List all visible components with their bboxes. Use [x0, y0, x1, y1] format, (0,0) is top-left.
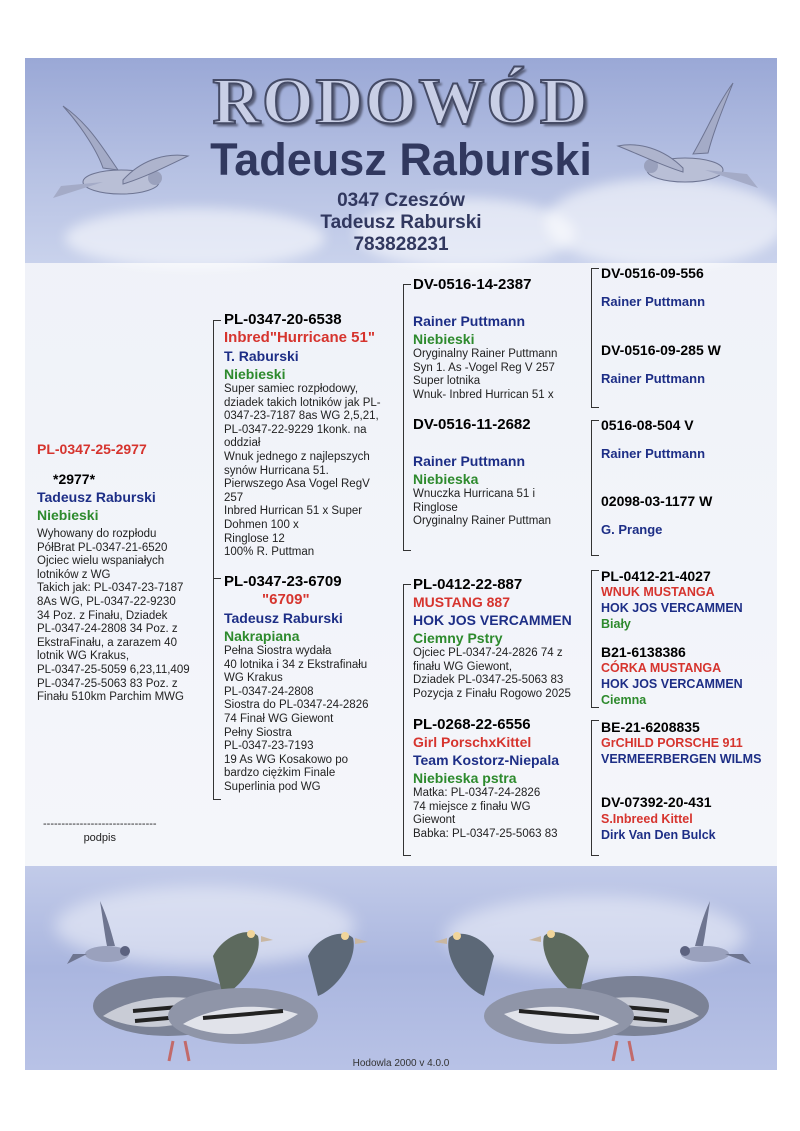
main-bird-block [37, 440, 212, 706]
tree-line [403, 855, 411, 856]
mother-father-color: Ciemny Pstry [413, 630, 503, 646]
owner-phone: 783828231 [353, 234, 449, 255]
gg-block-8 [601, 794, 777, 843]
gg-ring: DV-0516-09-285 W [601, 342, 721, 358]
gg-name: S.Inbreed Kittel [601, 812, 693, 826]
gg-ring: B21-6138386 [601, 644, 686, 660]
gg-color: Ciemna [601, 693, 647, 707]
father-father-color: Niebieski [413, 331, 475, 347]
gg-name: GrCHILD PORSCHE 911 [601, 736, 743, 750]
father-block [224, 311, 399, 560]
father-breeder: T. Raburski [224, 348, 299, 364]
tree-line [213, 320, 214, 800]
father-mother-description: Wnuczka Hurricana 51 i Ringlose Oryginalny Rainer Puttman [413, 488, 552, 528]
software-version: Hodowla 2000 v 4.0.0 [352, 1058, 450, 1069]
mother-mother-block [413, 716, 591, 841]
gg-ring: BE-21-6208835 [601, 719, 700, 735]
mother-name: "6709" [262, 591, 310, 608]
footer-banner [25, 866, 777, 1070]
main-bird-breeder: Tadeusz Raburski [37, 489, 156, 505]
tree-line [403, 284, 404, 550]
gg-breeder: Dirk Van Den Bulck [601, 828, 716, 842]
gg-name: WNUK MUSTANGA [601, 585, 715, 599]
header-banner [25, 58, 777, 263]
gg-block-2 [601, 341, 777, 387]
tree-line [591, 855, 599, 856]
mother-color: Nakrapiana [224, 628, 300, 644]
father-description: Super samiec rozpłodowy, dziadek takich lotników jak PL- 0347-23-7187 8as WG 2,5,21, PL-0347-22-9229 1konk. na oddział Wnuk jednego z najlepszych synów Hurricana 51. Pierwszego Asa Vogel RegV 257 Inbred Hurrican 51 x Super Dohmen 100 x Ringlose 12 100% R. Puttman [224, 383, 381, 559]
tree-line [213, 320, 221, 321]
father-mother-breeder: Rainer Puttmann [413, 453, 526, 469]
tree-line [591, 707, 599, 708]
signature-area [43, 818, 157, 844]
main-bird-name: *2977* [53, 471, 96, 487]
signature-label: podpis [83, 832, 116, 844]
mother-description: Pełna Siostra wydała 40 lotnika i 34 z Ekstrafinału WG Krakus PL-0347-24-2808 Siostra do PL-0347-24-2826 74 Finał WG Giewont Pełny Siostra PL-0347-23-7193 19 As WG Kosakowo po bardzo ciężkim Finale Superlinia pod WG [224, 645, 369, 793]
gg-block-4 [601, 492, 777, 538]
tree-line [591, 420, 592, 556]
father-father-description: Oryginalny Rainer Puttmann Syn 1. As -Vogel Reg V 257 Super lotnika Wnuk- Inbred Hurrican 51 x [413, 348, 558, 401]
tree-line [591, 268, 592, 408]
father-father-block [413, 276, 591, 402]
tree-line [591, 570, 599, 571]
mother-father-block [413, 576, 591, 701]
mother-father-description: Ojciec PL-0347-24-2826 74 z finału WG Giewont, Dziadek PL-0347-25-5063 83 Pozycja z Finału Rogowo 2025 [413, 647, 571, 700]
tree-line [591, 420, 599, 421]
gg-ring: DV-07392-20-431 [601, 794, 712, 810]
gg-ring: 0516-08-504 V [601, 417, 694, 433]
tree-line [403, 550, 411, 551]
pigeon-group-left-icon [73, 896, 373, 1066]
mother-father-breeder: HOK JOS VERCAMMEN [413, 612, 572, 628]
gg-block-3 [601, 416, 777, 462]
father-father-breeder: Rainer Puttmann [413, 313, 526, 329]
father-ring: PL-0347-20-6538 [224, 311, 342, 328]
gg-block-6 [601, 644, 777, 708]
mother-block [224, 573, 399, 795]
owner-code: 0347 Czeszów [337, 190, 465, 211]
gg-breeder: G. Prange [601, 522, 663, 537]
page-title: RODOWÓD [212, 65, 590, 138]
gg-block-7 [601, 719, 777, 767]
signature-line: ------------------------------- [43, 818, 157, 830]
tree-line [213, 578, 221, 579]
gg-breeder: Rainer Puttmann [601, 371, 706, 386]
father-color: Niebieski [224, 366, 286, 382]
mother-mother-color: Niebieska pstra [413, 770, 517, 786]
owner-name-line: Tadeusz Raburski [320, 212, 482, 233]
father-mother-ring: DV-0516-11-2682 [413, 416, 531, 433]
main-bird-color: Niebieski [37, 507, 99, 523]
father-name: Inbred"Hurricane 51" [224, 329, 375, 346]
father-mother-block [413, 416, 591, 529]
gg-color: Biały [601, 617, 631, 631]
mother-mother-name: Girl PorschxKittel [413, 734, 532, 750]
tree-line [591, 570, 592, 708]
mother-father-name: MUSTANG 887 [413, 594, 510, 610]
mother-breeder: Tadeusz Raburski [224, 610, 343, 626]
main-bird-ring: PL-0347-25-2977 [37, 441, 147, 457]
tree-line [591, 720, 592, 856]
tree-line [403, 584, 404, 856]
father-mother-color: Niebieska [413, 471, 479, 487]
father-father-ring: DV-0516-14-2387 [413, 276, 532, 293]
gg-block-1 [601, 264, 777, 310]
tree-line [591, 720, 599, 721]
gg-breeder: VERMEERBERGEN WILMS [601, 752, 762, 766]
mother-mother-ring: PL-0268-22-6556 [413, 716, 531, 733]
tree-line [591, 407, 599, 408]
mother-mother-breeder: Team Kostorz-Niepala [413, 752, 559, 768]
pedigree-page [25, 58, 777, 1070]
gg-breeder: HOK JOS VERCAMMEN [601, 677, 743, 691]
tree-line [591, 268, 599, 269]
gg-ring: 02098-03-1177 W [601, 493, 713, 509]
gg-breeder: HOK JOS VERCAMMEN [601, 601, 743, 615]
gg-block-5 [601, 568, 777, 632]
mother-mother-description: Matka: PL-0347-24-2826 74 miejsce z finału WG Giewont Babka: PL-0347-25-5063 83 [413, 787, 558, 840]
gg-name: CÓRKA MUSTANGA [601, 661, 722, 675]
gg-ring: DV-0516-09-556 [601, 265, 704, 281]
owner-name: Tadeusz Raburski [210, 134, 592, 185]
tree-line [403, 284, 411, 285]
main-bird-description: Wyhowany do rozpłodu PółBrat PL-0347-21-6520 Ojciec wielu wspaniałych lotników z WG Takich jak: PL-0347-23-7187 8As WG, PL-0347-22-9230 34 Poz. z Finału, Dziadek PL-0347-24-2808 34 Poz. z EkstraFinału, a zarazem 40 lotnik WG Krakus, PL-0347-25-5059 6,23,11,409 PL-0347-25-5063 83 Poz. z Finału 510km Parchim MWG [37, 528, 190, 704]
gg-ring: PL-0412-21-4027 [601, 568, 711, 584]
gg-breeder: Rainer Puttmann [601, 446, 706, 461]
tree-line [591, 555, 599, 556]
tree-line [403, 584, 411, 585]
pigeon-group-right-icon [429, 896, 729, 1066]
mother-father-ring: PL-0412-22-887 [413, 576, 523, 593]
tree-line [213, 799, 221, 800]
gg-breeder: Rainer Puttmann [601, 294, 706, 309]
mother-ring: PL-0347-23-6709 [224, 573, 342, 590]
